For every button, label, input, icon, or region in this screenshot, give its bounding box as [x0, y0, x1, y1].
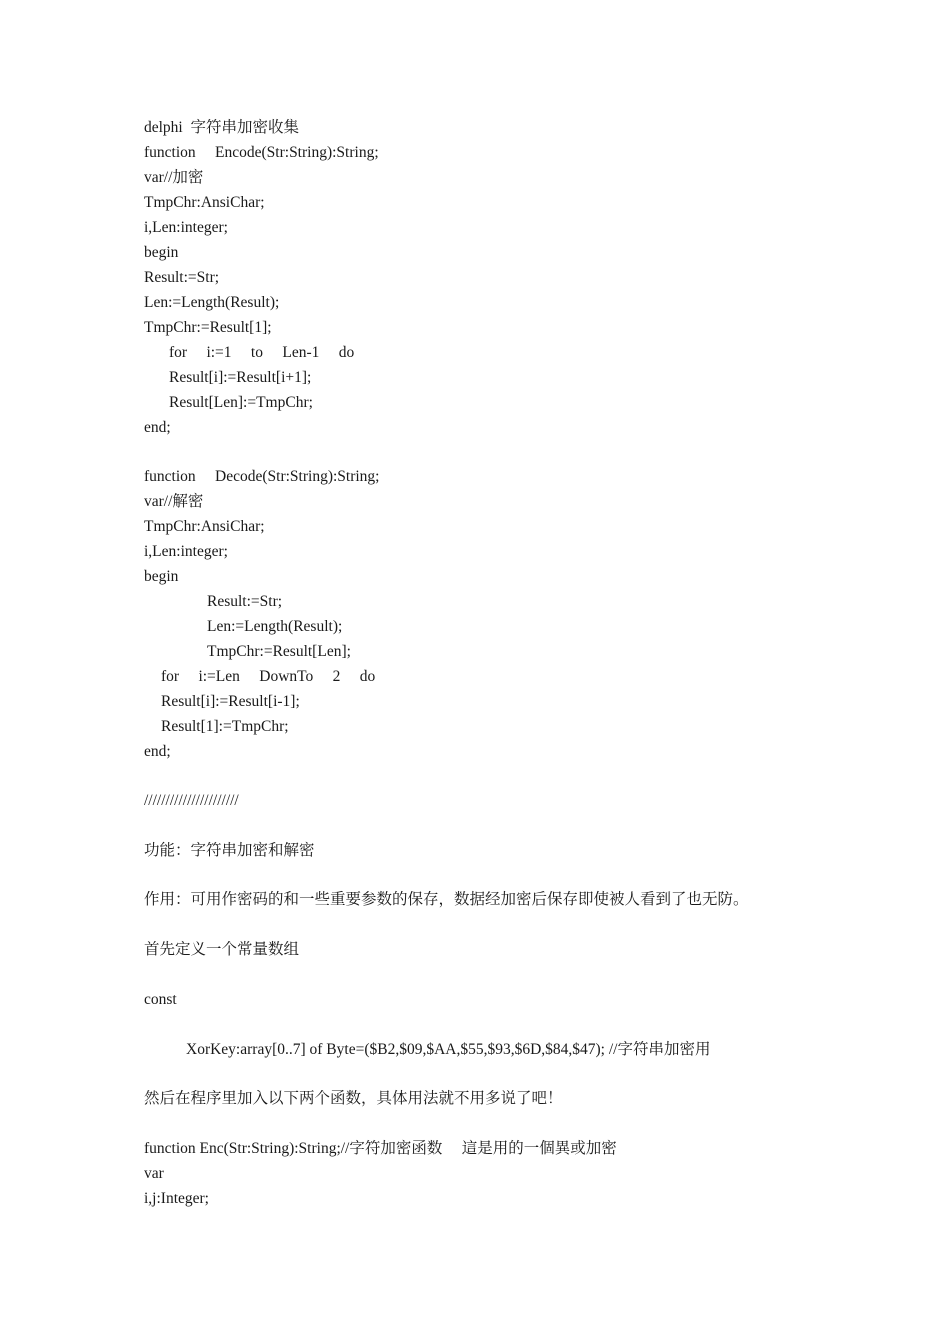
paragraph: 功能：字符串加密和解密	[144, 842, 315, 859]
code-line: Result[Len]:=TmpChr;	[169, 394, 313, 411]
code-line: TmpChr:AnsiChar;	[144, 194, 265, 211]
code-line: function Encode(Str:String):String;	[144, 144, 379, 161]
code-line: i,Len:integer;	[144, 543, 228, 560]
code-line: i,Len:integer;	[144, 219, 228, 236]
code-line: TmpChr:=Result[1];	[144, 319, 272, 336]
code-line: function Decode(Str:String):String;	[144, 468, 380, 485]
code-line: Len:=Length(Result);	[207, 618, 343, 635]
code-line: i,j:Integer;	[144, 1190, 209, 1207]
code-line: for i:=1 to Len-1 do	[169, 344, 355, 361]
code-line: Len:=Length(Result);	[144, 294, 280, 311]
code-line: var//加密	[144, 169, 204, 186]
paragraph: 首先定义一个常量数组	[144, 941, 300, 958]
code-line: Result[i]:=Result[i-1];	[161, 693, 300, 710]
code-line: Result[1]:=TmpChr;	[161, 718, 289, 735]
code-line: Result:=Str;	[207, 593, 283, 610]
code-line: var//解密	[144, 493, 204, 510]
doc-title: delphi 字符串加密收集	[144, 119, 299, 136]
paragraph: 然后在程序里加入以下两个函数，具体用法就不用多说了吧！	[144, 1090, 563, 1107]
code-line: TmpChr:AnsiChar;	[144, 518, 265, 535]
paragraph: 作用：可用作密码的和一些重要参数的保存，数据经加密后保存即使被人看到了也无防。	[144, 891, 749, 908]
code-line: Result[i]:=Result[i+1];	[169, 369, 312, 386]
code-line: const	[144, 991, 177, 1008]
code-line: TmpChr:=Result[Len];	[207, 643, 351, 660]
code-line: Result:=Str;	[144, 269, 220, 286]
code-line: function Enc(Str:String):String;//字符加密函数 這是用的一個異或加密	[144, 1140, 617, 1157]
code-line: XorKey:array[0..7] of Byte=($B2,$09,$AA,$55,$93,$6D,$84,$47); //字符串加密用	[186, 1041, 711, 1058]
code-line: begin	[144, 568, 179, 585]
code-line: for i:=Len DownTo 2 do	[161, 668, 376, 685]
code-line: var	[144, 1165, 164, 1182]
code-line: end;	[144, 743, 171, 760]
code-line: end;	[144, 419, 171, 436]
separator-line: //////////////////////	[144, 792, 239, 809]
code-line: begin	[144, 244, 179, 261]
